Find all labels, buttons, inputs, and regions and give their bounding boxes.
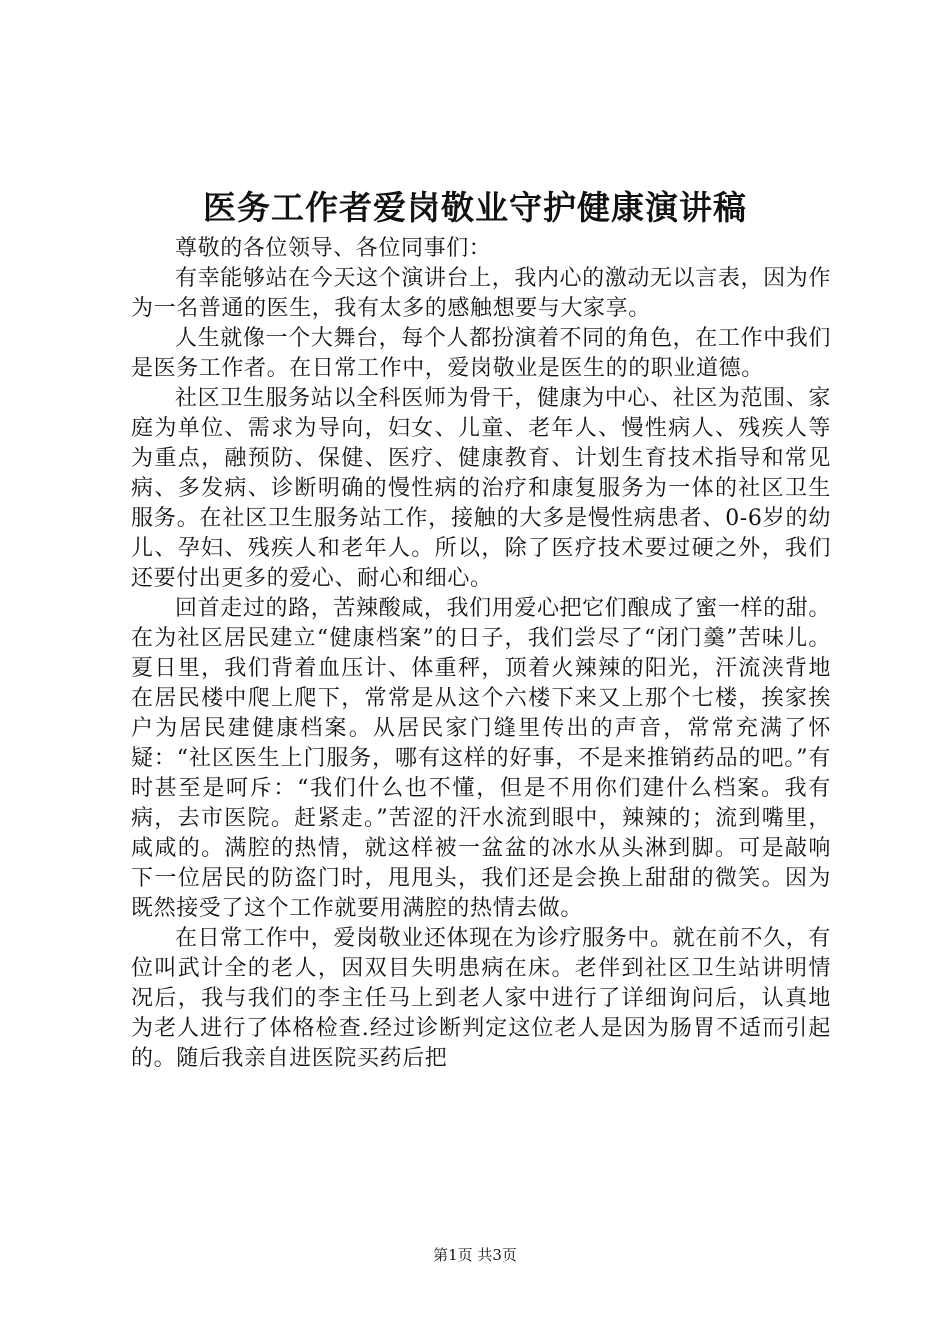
paragraph-2: 人生就像一个大舞台，每个人都扮演着不同的角色，在工作中我们是医务工作者。在日常工作中，爱岗敬业是医生的的职业道德。 (131, 326, 831, 381)
page-number-label: 第1页 共3页 (433, 1246, 517, 1264)
document-body (131, 234, 831, 1074)
document-title: 医务工作者爱岗敬业守护健康演讲稿 (203, 188, 747, 227)
paragraph-3: 社区卫生服务站以全科医师为骨干，健康为中心、社区为范围、家庭为单位、需求为导向，妇女、儿童、老年人、慢性病人、残疾人等为重点，融预防、保健、医疗、健康教育、计划生育技术指导和常见病、多发病、诊断明确的慢性病的治疗和康复服务为一体的社区卫生服务。在社区卫生服务站工作，接触的大多是慢性病患者、0-6岁的幼儿、孕妇、残疾人和老年人。所以，除了医疗技术要过硬之外，我们还要付出更多的爱心、耐心和细心。 (131, 386, 831, 591)
salutation: 尊敬的各位领导、各位同事们： (175, 236, 492, 261)
paragraph-1: 有幸能够站在今天这个演讲台上，我内心的激动无以言表，因为作为一名普通的医生，我有太多的感触想要与大家享。 (131, 266, 831, 321)
paragraph-4: 回首走过的路，苦辣酸咸，我们用爱心把它们酿成了蜜一样的甜。在为社区居民建立“健康档案”的日子，我们尝尽了“闭门羹”苦味儿。夏日里，我们背着血压计、体重秤，顶着火辣辣的阳光，汗流浃背地在居民楼中爬上爬下，常常是从这个六楼下来又上那个七楼，挨家挨户为居民建健康档案。从居民家门缝里传出的声音，常常充满了怀疑：“社区医生上门服务，哪有这样的好事，不是来推销药品的吧。”有时甚至是呵斥：“我们什么也不懂，但是不用你们建什么档案。我有病，去市医院。赶紧走。”苦涩的汗水流到眼中，辣辣的；流到嘴里，咸咸的。满腔的热情，就这样被一盆盆的冰水从头淋到脚。可是敲响下一位居民的防盗门时，甩甩头，我们还是会换上甜甜的微笑。因为既然接受了这个工作就要用满腔的热情去做。 (131, 596, 831, 921)
paragraph-5: 在日常工作中，爱岗敬业还体现在为诊疗服务中。就在前不久，有位叫武计全的老人，因双目失明患病在床。老伴到社区卫生站讲明情况后，我与我们的李主任马上到老人家中进行了详细询问后，认真地为老人进行了体格检查.经过诊断判定这位老人是因为肠胃不适而引起的。随后我亲自进医院买药后把 (131, 926, 831, 1071)
page-footer (0, 1245, 950, 1265)
